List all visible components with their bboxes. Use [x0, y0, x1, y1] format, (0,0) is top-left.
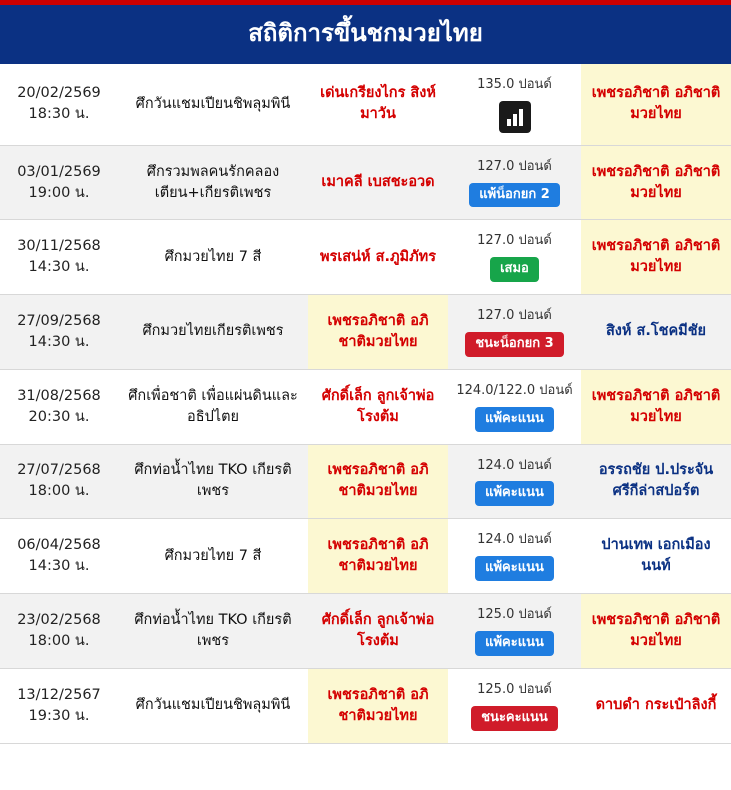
weight-label: 124.0/122.0 ปอนด์ [456, 382, 573, 398]
fight-date-cell [0, 64, 118, 145]
fight-date-cell [0, 668, 118, 743]
result-badge: แพ้คะแนน [475, 407, 554, 432]
result-badge: ชนะคะแนน [471, 706, 558, 731]
table-row [0, 519, 731, 594]
fight-date: 31/08/2568 [17, 387, 101, 404]
fight-date: 27/07/2568 [17, 462, 101, 479]
fight-date: 23/02/2568 [17, 611, 101, 628]
fight-time: 18:30 น. [28, 106, 90, 123]
left-fighter-cell[interactable]: ศักดิ์เล็ก ลูกเจ้าพ่อโรงต้ม [308, 369, 448, 444]
weight-label: 135.0 ปอนด์ [477, 76, 552, 92]
right-fighter-cell[interactable]: ปานเทพ เอกเมืองนนท์ [581, 519, 731, 594]
fight-time: 14:30 น. [28, 558, 90, 575]
fight-date: 20/02/2569 [17, 85, 101, 102]
right-fighter-cell[interactable]: สิงห์ ส.โชคมีชัย [581, 295, 731, 370]
weight-label: 124.0 ปอนด์ [477, 532, 552, 548]
weight-result-cell [448, 594, 581, 669]
left-fighter-cell[interactable]: เพชรอภิชาติ อภิชาติมวยไทย [308, 295, 448, 370]
weight-result-cell [448, 145, 581, 220]
fight-date-cell [0, 295, 118, 370]
table-row [0, 369, 731, 444]
weight-label: 124.0 ปอนด์ [477, 457, 552, 473]
fight-date: 13/12/2567 [17, 686, 101, 703]
weight-result-cell [448, 295, 581, 370]
fight-date-cell [0, 145, 118, 220]
fight-date-cell [0, 220, 118, 295]
weight-result-cell [448, 64, 581, 145]
event-name-cell: ศึกมวยไทย 7 สี [118, 220, 308, 295]
right-fighter-cell[interactable]: เพชรอภิชาติ อภิชาติมวยไทย [581, 145, 731, 220]
event-name-cell: ศึกวันแชมเปียนชิพลุมพินี [118, 668, 308, 743]
result-badge: แพ้คะแนน [475, 631, 554, 656]
right-fighter-cell[interactable]: เพชรอภิชาติ อภิชาติมวยไทย [581, 220, 731, 295]
fight-time: 19:30 น. [28, 707, 90, 724]
fight-time: 14:30 น. [28, 259, 90, 276]
fight-time: 18:00 น. [28, 483, 90, 500]
weight-label: 127.0 ปอนด์ [477, 308, 552, 324]
table-row [0, 220, 731, 295]
fight-date-cell [0, 594, 118, 669]
result-badge: แพ้คะแนน [475, 556, 554, 581]
fight-time: 20:30 น. [28, 408, 90, 425]
table-body [0, 64, 731, 743]
table-row [0, 145, 731, 220]
left-fighter-cell[interactable]: เมาคลี เบสชะอวด [308, 145, 448, 220]
fight-time: 19:00 น. [28, 184, 90, 201]
left-fighter-cell[interactable]: พรเสน่ห์ ส.ภูมิภัทร [308, 220, 448, 295]
fight-date-cell [0, 519, 118, 594]
left-fighter-cell[interactable]: เด่นเกรียงไกร สิงห์มาวัน [308, 64, 448, 145]
right-fighter-cell[interactable]: อรรถชัย ป.ประจัน ศรีกีล่าสปอร์ต [581, 444, 731, 519]
right-fighter-cell[interactable]: เพชรอภิชาติ อภิชาติมวยไทย [581, 594, 731, 669]
left-fighter-cell[interactable]: เพชรอภิชาติ อภิชาติมวยไทย [308, 668, 448, 743]
weight-label: 127.0 ปอนด์ [477, 158, 552, 174]
weight-label: 127.0 ปอนด์ [477, 233, 552, 249]
result-badge: ชนะน็อกยก 3 [465, 332, 563, 357]
fight-date: 27/09/2568 [17, 312, 101, 329]
fight-stats-table [0, 64, 731, 744]
event-name-cell: ศึกท่อน้ำไทย TKO เกียรติเพชร [118, 444, 308, 519]
table-row [0, 668, 731, 743]
right-fighter-cell[interactable]: ดาบดำ กระเป๋าลิงกี้ [581, 668, 731, 743]
weight-result-cell [448, 369, 581, 444]
weight-result-cell [448, 519, 581, 594]
left-fighter-cell[interactable]: ศักดิ์เล็ก ลูกเจ้าพ่อโรงต้ม [308, 594, 448, 669]
left-fighter-cell[interactable]: เพชรอภิชาติ อภิชาติมวยไทย [308, 519, 448, 594]
event-name-cell: ศึกรวมพลคนรักคลองเตียน+เกียรติเพชร [118, 145, 308, 220]
table-row [0, 594, 731, 669]
event-name-cell: ศึกวันแชมเปียนชิพลุมพินี [118, 64, 308, 145]
fight-date-cell [0, 369, 118, 444]
bar-chart-icon[interactable] [499, 101, 531, 133]
right-fighter-cell[interactable]: เพชรอภิชาติ อภิชาติมวยไทย [581, 64, 731, 145]
result-badge: เสมอ [490, 257, 539, 282]
page-title: สถิติการขึ้นชกมวยไทย [0, 5, 731, 64]
weight-label: 125.0 ปอนด์ [477, 607, 552, 623]
event-name-cell: ศึกมวยไทยเกียรติเพชร [118, 295, 308, 370]
table-row [0, 444, 731, 519]
weight-result-cell [448, 444, 581, 519]
event-name-cell: ศึกเพื่อชาติ เพื่อแผ่นดินและอธิปไตย [118, 369, 308, 444]
fight-date: 03/01/2569 [17, 163, 101, 180]
fight-date-cell [0, 444, 118, 519]
result-badge: แพ้น็อกยก 2 [469, 183, 560, 208]
event-name-cell: ศึกมวยไทย 7 สี [118, 519, 308, 594]
right-fighter-cell[interactable]: เพชรอภิชาติ อภิชาติมวยไทย [581, 369, 731, 444]
weight-result-cell [448, 668, 581, 743]
fight-time: 18:00 น. [28, 632, 90, 649]
left-fighter-cell[interactable]: เพชรอภิชาติ อภิชาติมวยไทย [308, 444, 448, 519]
table-row [0, 295, 731, 370]
weight-result-cell [448, 220, 581, 295]
result-badge: แพ้คะแนน [475, 481, 554, 506]
event-name-cell: ศึกท่อน้ำไทย TKO เกียรติเพชร [118, 594, 308, 669]
fight-date: 06/04/2568 [17, 537, 101, 554]
fight-time: 14:30 น. [28, 333, 90, 350]
fight-date: 30/11/2568 [17, 238, 101, 255]
weight-label: 125.0 ปอนด์ [477, 681, 552, 697]
table-row [0, 64, 731, 145]
